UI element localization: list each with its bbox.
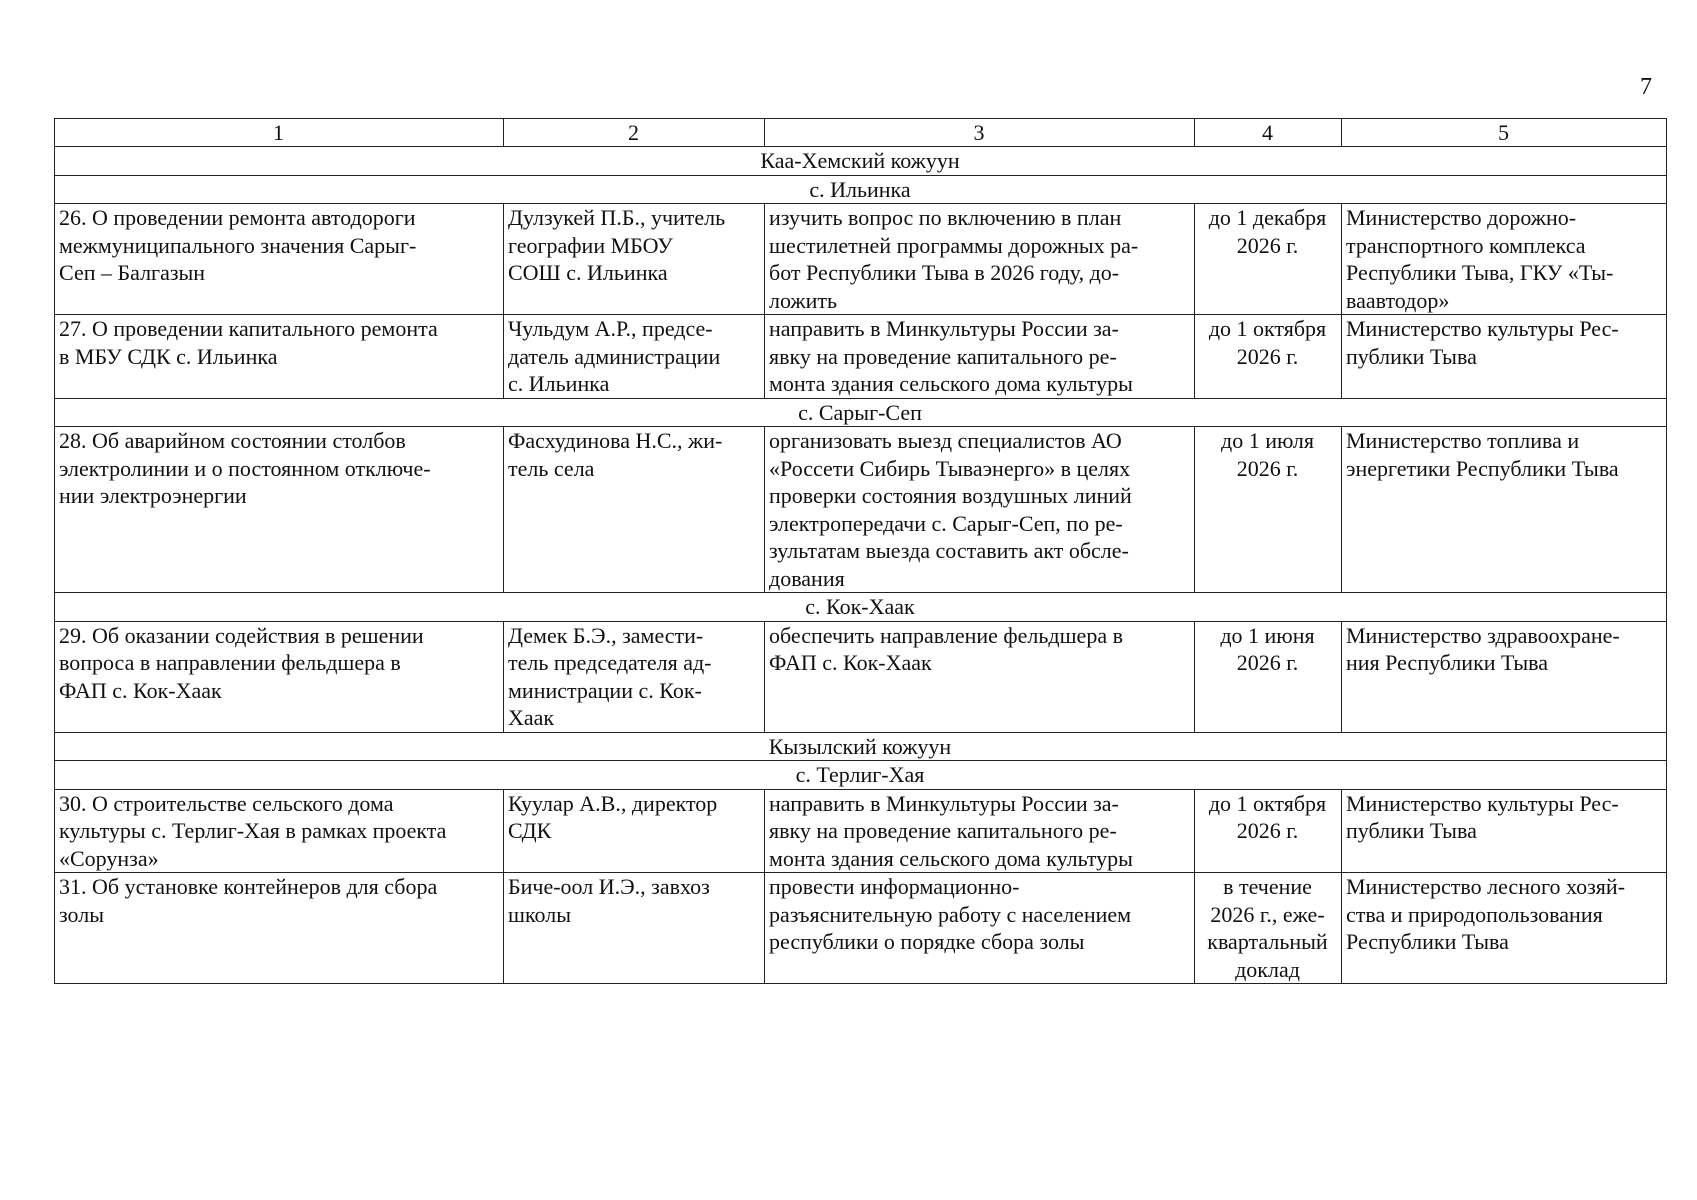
column-number-header: 1 bbox=[55, 119, 504, 147]
section-header-row bbox=[55, 398, 1667, 427]
cell-line: квартальный bbox=[1207, 929, 1328, 954]
cell-line: Республики Тыва, ГКУ «Ты- bbox=[1346, 260, 1614, 285]
cell-line: Министерство дорожно- bbox=[1346, 205, 1577, 230]
cell-line: энергетики Республики Тыва bbox=[1346, 455, 1619, 481]
cell-line: датель администрации bbox=[508, 343, 721, 369]
cell-line: электролинии и о постоянном отключе- bbox=[59, 455, 431, 481]
cell-line: ваавтодор» bbox=[1346, 287, 1450, 313]
cell-line: 27. О проведении капитального ремонта bbox=[59, 316, 438, 341]
cell-line: Чульдум А.Р., предсе- bbox=[508, 316, 713, 341]
table-row bbox=[55, 873, 1667, 984]
cell-line: Биче-оол И.Э., завхоз bbox=[508, 874, 710, 899]
table-row bbox=[55, 204, 1667, 315]
cell-line: 31. Об установке контейнеров для сбора bbox=[59, 874, 438, 899]
cell-line: 2026 г., еже- bbox=[1210, 901, 1325, 927]
cell-line: до 1 октября bbox=[1208, 790, 1327, 816]
measures-table bbox=[54, 118, 1667, 984]
deadline-cell bbox=[1195, 789, 1342, 873]
section-header-row bbox=[55, 761, 1667, 790]
column-number-header: 2 bbox=[504, 119, 765, 147]
table-row bbox=[55, 315, 1667, 399]
responsible-cell bbox=[1342, 427, 1667, 593]
section-header-row bbox=[55, 175, 1667, 204]
cell-line: географии МБОУ bbox=[508, 232, 673, 258]
cell-line: доклад bbox=[1235, 956, 1300, 982]
measure-cell bbox=[765, 789, 1195, 873]
cell-line: до 1 декабря bbox=[1208, 205, 1327, 230]
measure-cell bbox=[765, 621, 1195, 732]
cell-line: в МБУ СДК с. Ильинка bbox=[59, 343, 278, 369]
cell-line: явку на проведение капитального ре- bbox=[769, 818, 1117, 843]
cell-line: культуры с. Терлиг-Хая в рамках проекта bbox=[59, 818, 447, 843]
cell-line: 29. Об оказании содействия в решении bbox=[59, 622, 424, 648]
cell-line: в течение bbox=[1223, 874, 1312, 899]
cell-line: Республики Тыва bbox=[1346, 929, 1509, 954]
cell-line: ФАП с. Кок-Хаак bbox=[769, 650, 932, 675]
cell-line: Сеп – Балгазын bbox=[59, 260, 206, 285]
section-title: с. Ильинка bbox=[55, 175, 1667, 204]
applicant-cell bbox=[504, 789, 765, 873]
applicant-cell bbox=[504, 873, 765, 984]
section-header-row bbox=[55, 147, 1667, 176]
cell-line: 2026 г. bbox=[1236, 650, 1299, 675]
issue-cell bbox=[55, 789, 504, 873]
cell-line: 26. О проведении ремонта автодороги bbox=[59, 205, 416, 230]
column-number-header: 4 bbox=[1195, 119, 1342, 147]
cell-line: дования bbox=[769, 565, 845, 591]
cell-line: до 1 июля bbox=[1221, 428, 1314, 453]
issue-cell bbox=[55, 315, 504, 399]
applicant-cell bbox=[504, 621, 765, 732]
cell-line: бот Республики Тыва в 2026 году, до- bbox=[769, 260, 1120, 285]
cell-line: зультатам выезда составить акт обсле- bbox=[769, 538, 1129, 563]
cell-line: СДК bbox=[508, 818, 552, 843]
deadline-cell bbox=[1195, 427, 1342, 593]
table-header-row bbox=[55, 119, 1667, 147]
cell-line: публики Тыва bbox=[1346, 343, 1477, 369]
cell-line: Демек Б.Э., замести- bbox=[508, 622, 704, 648]
cell-line: Министерство культуры Рес- bbox=[1346, 790, 1619, 816]
cell-line: республики о порядке сбора золы bbox=[769, 929, 1085, 954]
cell-line: 2026 г. bbox=[1236, 343, 1299, 369]
cell-line: организовать выезд специалистов АО bbox=[769, 428, 1122, 453]
column-number-header: 3 bbox=[765, 119, 1195, 147]
cell-line: проверки состояния воздушных линий bbox=[769, 483, 1132, 508]
cell-line: школы bbox=[508, 901, 571, 927]
cell-line: разъяснительную работу с населением bbox=[769, 901, 1132, 927]
cell-line: направить в Минкультуры России за- bbox=[769, 790, 1119, 816]
cell-line: межмуниципального значения Сарыг- bbox=[59, 232, 417, 258]
cell-line: вопроса в направлении фельдшера в bbox=[59, 650, 401, 675]
cell-line: Дулзукей П.Б., учитель bbox=[508, 205, 726, 230]
responsible-cell bbox=[1342, 315, 1667, 399]
column-number-header: 5 bbox=[1342, 119, 1667, 147]
cell-line: Министерство культуры Рес- bbox=[1346, 316, 1619, 341]
deadline-cell bbox=[1195, 873, 1342, 984]
cell-line: Министерство топлива и bbox=[1346, 428, 1580, 453]
cell-line: Фасхудинова Н.С., жи- bbox=[508, 428, 723, 453]
cell-line: Министерство лесного хозяй- bbox=[1346, 874, 1626, 899]
cell-line: Куулар А.В., директор bbox=[508, 790, 718, 816]
table-row bbox=[55, 789, 1667, 873]
deadline-cell bbox=[1195, 204, 1342, 315]
section-header-row bbox=[55, 732, 1667, 761]
cell-line: до 1 октября bbox=[1208, 316, 1327, 341]
section-title: с. Сарыг-Сеп bbox=[55, 398, 1667, 427]
section-header-row bbox=[55, 593, 1667, 622]
cell-line: 2026 г. bbox=[1236, 232, 1299, 258]
cell-line: СОШ с. Ильинка bbox=[508, 260, 668, 285]
cell-line: с. Ильинка bbox=[508, 371, 610, 396]
responsible-cell bbox=[1342, 789, 1667, 873]
responsible-cell bbox=[1342, 621, 1667, 732]
cell-line: Хаак bbox=[508, 705, 555, 730]
cell-line: обеспечить направление фельдшера в bbox=[769, 622, 1123, 648]
cell-line: министрации с. Кок- bbox=[508, 677, 702, 703]
cell-line: электропередачи с. Сарыг-Сеп, по ре- bbox=[769, 510, 1123, 536]
responsible-cell bbox=[1342, 873, 1667, 984]
deadline-cell bbox=[1195, 621, 1342, 732]
cell-line: ства и природопользования bbox=[1346, 901, 1603, 927]
section-title: Каа-Хемский кожуун bbox=[55, 147, 1667, 176]
section-title: Кызылский кожуун bbox=[55, 732, 1667, 761]
applicant-cell bbox=[504, 427, 765, 593]
cell-line: тель села bbox=[508, 455, 595, 481]
measure-cell bbox=[765, 315, 1195, 399]
cell-line: 28. Об аварийном состоянии столбов bbox=[59, 428, 406, 453]
applicant-cell bbox=[504, 204, 765, 315]
measure-cell bbox=[765, 427, 1195, 593]
cell-line: 30. О строительстве сельского дома bbox=[59, 790, 394, 816]
table-row bbox=[55, 621, 1667, 732]
issue-cell bbox=[55, 873, 504, 984]
cell-line: Министерство здравоохране- bbox=[1346, 622, 1620, 648]
issue-cell bbox=[55, 427, 504, 593]
cell-line: направить в Минкультуры России за- bbox=[769, 316, 1119, 341]
cell-line: монта здания сельского дома культуры bbox=[769, 845, 1133, 871]
deadline-cell bbox=[1195, 315, 1342, 399]
table-row bbox=[55, 427, 1667, 593]
cell-line: ния Республики Тыва bbox=[1346, 650, 1549, 675]
measure-cell bbox=[765, 204, 1195, 315]
page-number: 7 bbox=[1640, 74, 1652, 100]
cell-line: публики Тыва bbox=[1346, 818, 1477, 843]
cell-line: шестилетней программы дорожных ра- bbox=[769, 232, 1139, 258]
cell-line: провести информационно- bbox=[769, 874, 1020, 899]
cell-line: 2026 г. bbox=[1236, 455, 1299, 481]
cell-line: ложить bbox=[769, 287, 838, 313]
applicant-cell bbox=[504, 315, 765, 399]
cell-line: «Россети Сибирь Тываэнерго» в целях bbox=[769, 455, 1131, 481]
issue-cell bbox=[55, 621, 504, 732]
cell-line: 2026 г. bbox=[1236, 818, 1299, 843]
cell-line: до 1 июня bbox=[1220, 622, 1315, 648]
cell-line: нии электроэнергии bbox=[59, 483, 247, 508]
cell-line: золы bbox=[59, 901, 105, 927]
section-title: с. Кок-Хаак bbox=[55, 593, 1667, 622]
cell-line: ФАП с. Кок-Хаак bbox=[59, 677, 222, 703]
cell-line: транспортного комплекса bbox=[1346, 232, 1586, 258]
issue-cell bbox=[55, 204, 504, 315]
measure-cell bbox=[765, 873, 1195, 984]
responsible-cell bbox=[1342, 204, 1667, 315]
section-title: с. Терлиг-Хая bbox=[55, 761, 1667, 790]
cell-line: явку на проведение капитального ре- bbox=[769, 343, 1117, 369]
cell-line: тель председателя ад- bbox=[508, 650, 712, 675]
cell-line: монта здания сельского дома культуры bbox=[769, 371, 1133, 396]
cell-line: «Сорунза» bbox=[59, 845, 159, 871]
cell-line: изучить вопрос по включению в план bbox=[769, 205, 1122, 230]
